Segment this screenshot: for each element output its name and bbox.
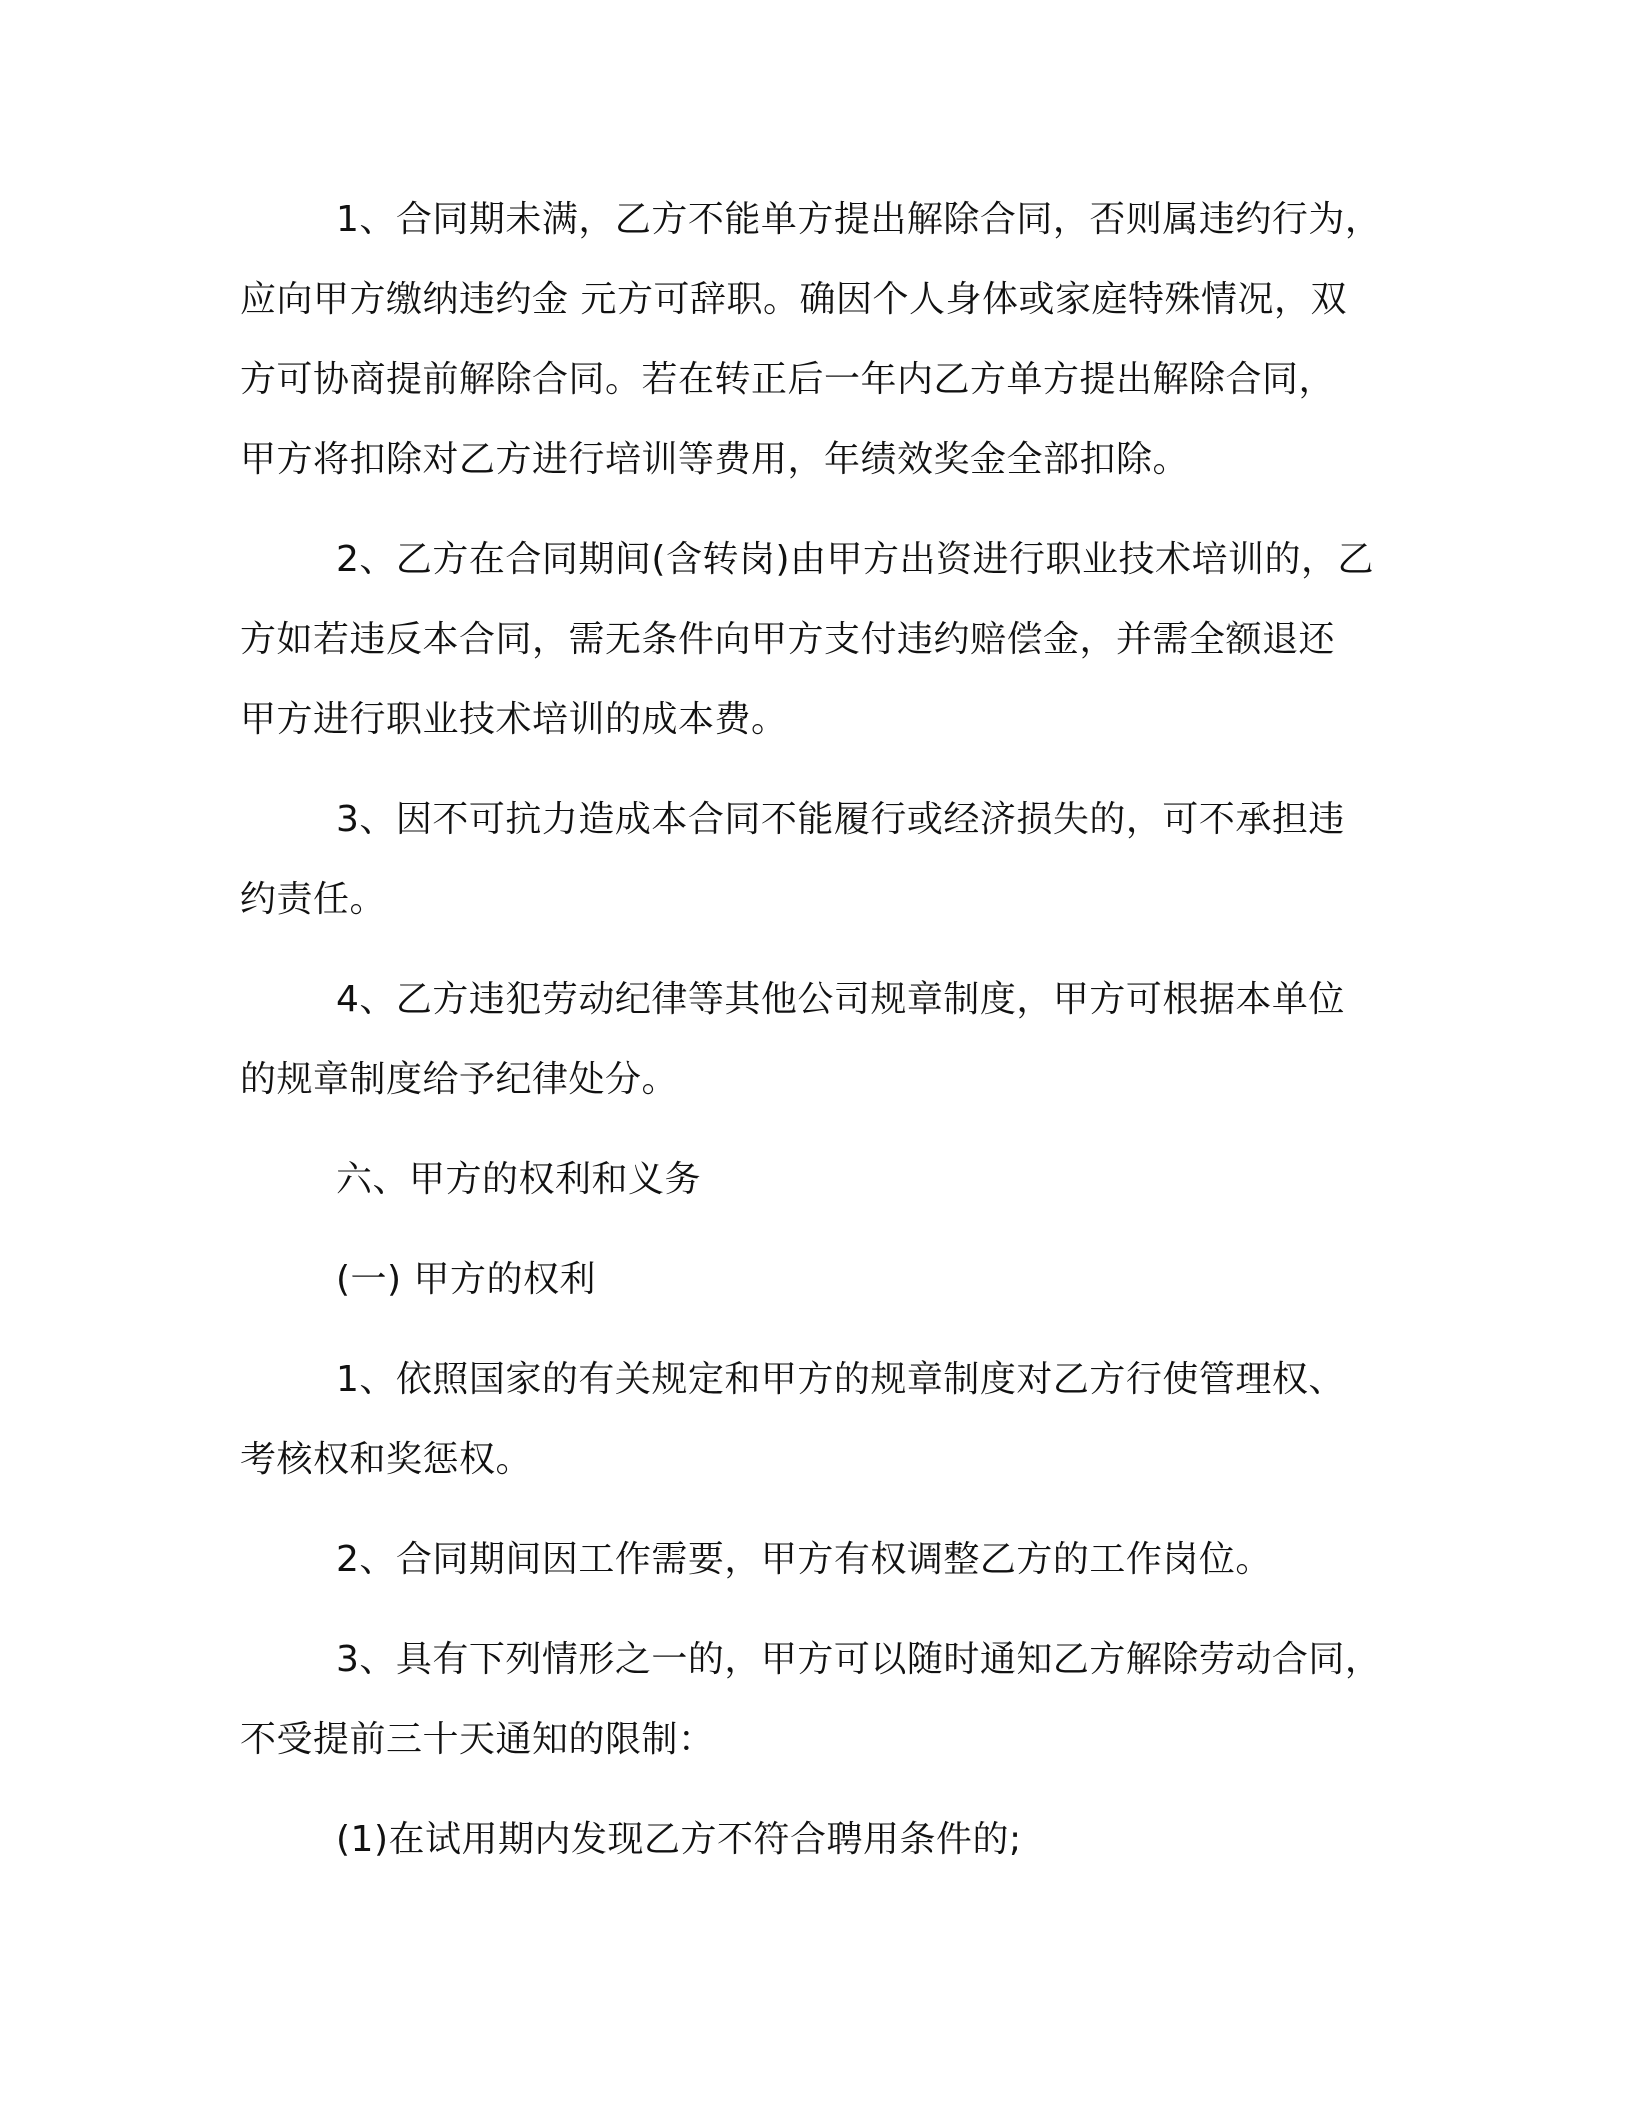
paragraph-6-line-1: 2、合同期间因工作需要，甲方有权调整乙方的工作岗位。 (336, 1539, 1272, 1580)
paragraph-2-line-1: 2、乙方在合同期间(含转岗)由甲方出资进行职业技术培训的，乙 (336, 539, 1374, 580)
paragraph-7-line-1: 3、具有下列情形之一的，甲方可以随时通知乙方解除劳动合同， (336, 1639, 1382, 1680)
paragraph-2-line-2: 方如若违反本合同，需无条件向甲方支付违约赔偿金，并需全额退还 (240, 619, 1336, 660)
paragraph-5-line-1: 1、依照国家的有关规定和甲方的规章制度对乙方行使管理权、 (336, 1359, 1345, 1400)
paragraph-7-line-2: 不受提前三十天通知的限制： (240, 1719, 715, 1760)
paragraph-4-line-2: 的规章制度给予纪律处分。 (240, 1059, 679, 1100)
subsection-heading: (一) 甲方的权利 (336, 1259, 597, 1300)
document-page (240, 180, 1390, 1880)
paragraph-1-line-1: 1、合同期未满，乙方不能单方提出解除合同，否则属违约行为， (336, 199, 1382, 240)
section-heading: 六、甲方的权利和义务 (336, 1159, 702, 1200)
paragraph-1-line-2: 应向甲方缴纳违约金 元方可辞职。确因个人身体或家庭特殊情况，双 (240, 279, 1347, 320)
paragraph-4-line-1: 4、乙方违犯劳动纪律等其他公司规章制度，甲方可根据本单位 (336, 979, 1345, 1020)
paragraph-1-line-4: 甲方将扣除对乙方进行培训等费用，年绩效奖金全部扣除。 (240, 439, 1190, 480)
paragraph-2-line-3: 甲方进行职业技术培训的成本费。 (240, 699, 788, 740)
paragraph-3-line-1: 3、因不可抗力造成本合同不能履行或经济损失的，可不承担违 (336, 799, 1345, 840)
paragraph-1-line-3: 方可协商提前解除合同。若在转正后一年内乙方单方提出解除合同， (240, 359, 1336, 400)
list-item-1: (1)在试用期内发现乙方不符合聘用条件的; (336, 1819, 1022, 1860)
paragraph-3-line-2: 约责任。 (240, 879, 387, 920)
paragraph-5-line-2: 考核权和奖惩权。 (240, 1439, 533, 1480)
